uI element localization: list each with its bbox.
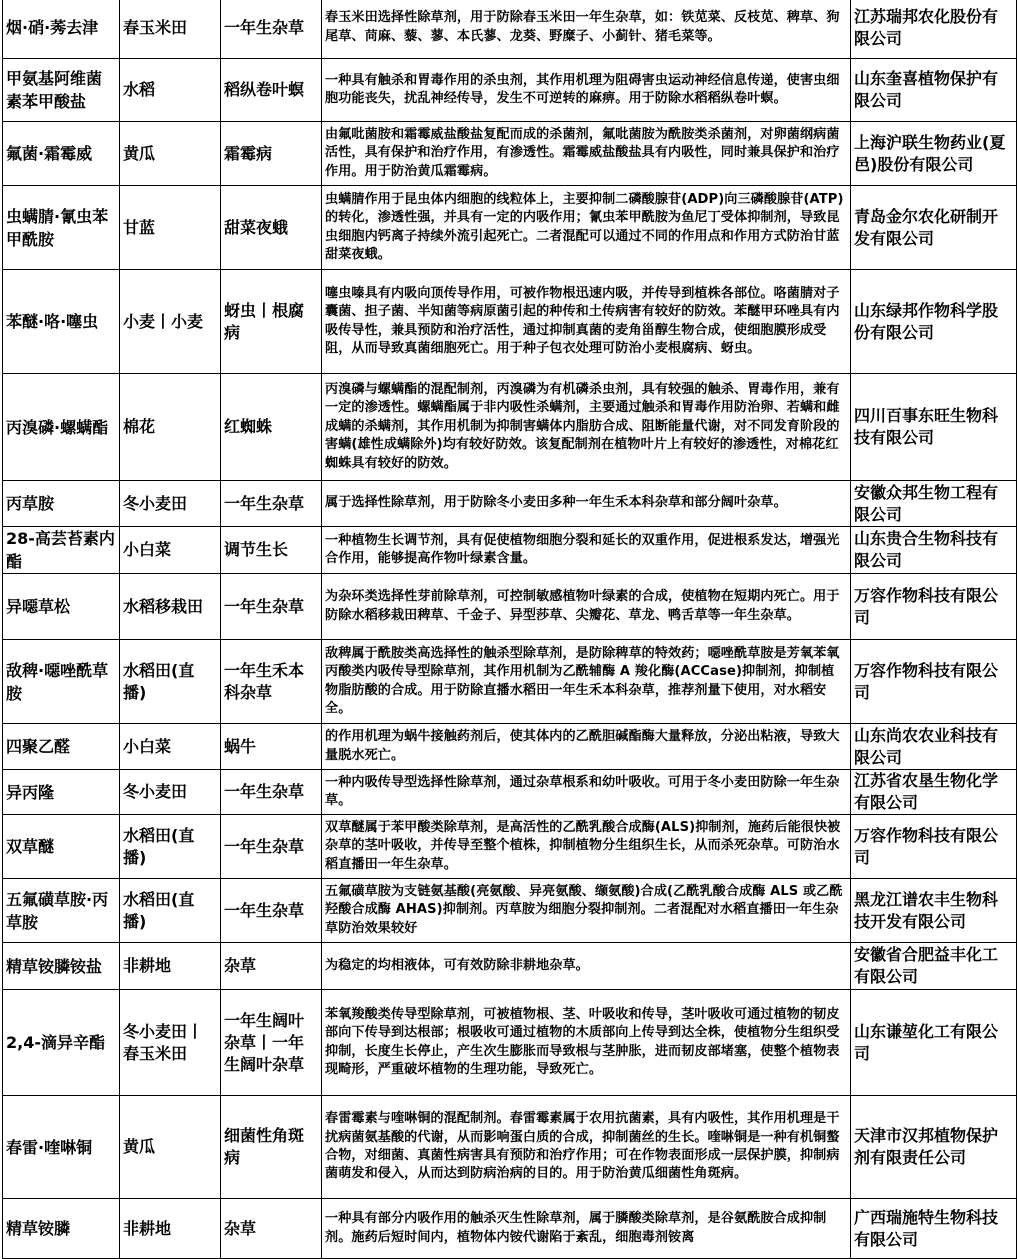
- target-cell: 一年生阔叶杂草丨一年生阔叶杂草: [221, 990, 322, 1096]
- product-name-cell: 甲氨基阿维菌素苯甲酸盐: [3, 59, 120, 122]
- target-cell: 一年生禾本科杂草: [221, 640, 322, 724]
- description-cell: 一种具有触杀和胃毒作用的杀虫剂，其作用机理为阻碍害虫运动神经信息传递，使害虫细胞功能丧失，扰乱神经传导，发生不可逆转的麻痹。用于防除水稻稻纵卷叶螟。: [322, 59, 851, 122]
- company-cell: 山东贵合生物科技有限公司: [851, 527, 1017, 574]
- description-cell: 双草醚属于苯甲酸类除草剂，是高活性的乙酰乳酸合成酶(ALS)抑制剂，施药后能很快被杂草的茎叶吸收，并传导至整个植株，抑制植物分生组织生长，从而杀死杂草。可防治水稻直播田一年生杂草。: [322, 815, 851, 879]
- product-name-cell: 精草铵膦铵盐: [3, 943, 120, 990]
- target-cell: 蚜虫丨根腐病: [221, 270, 322, 374]
- target-cell: 细菌性角斑病: [221, 1096, 322, 1199]
- target-cell: 霜霉病: [221, 122, 322, 186]
- product-name-cell: 异噁草松: [3, 574, 120, 640]
- product-name-cell: 春雷·喹啉铜: [3, 1096, 120, 1199]
- description-cell: 噻虫嗪具有内吸向顶传导作用，可被作物根迅速内吸，并传导到植株各部位。咯菌腈对子囊菌、担子菌、半知菌等病原菌引起的种传和土传病害有较好的防效。苯醚甲环唑具有内吸传导性，兼具预防和治疗活性，通过抑制真菌的麦角甾醇生物合成，使细胞膜形成受阻，从而导致真菌细胞死亡。用于种子包衣处理可防治小麦根腐病、蚜虫。: [322, 270, 851, 374]
- crop-cell: 甘蓝: [120, 186, 221, 270]
- description-cell: 属于选择性除草剂，用于防除冬小麦田多种一年生禾本科杂草和部分阔叶杂草。: [322, 481, 851, 527]
- target-cell: 稻纵卷叶螟: [221, 59, 322, 122]
- target-cell: 甜菜夜蛾: [221, 186, 322, 270]
- crop-cell: 冬小麦田丨春玉米田: [120, 990, 221, 1096]
- table-row: [3, 770, 1017, 815]
- table-row: [3, 59, 1017, 122]
- table-row: [3, 815, 1017, 879]
- company-cell: 山东尚农农业科技有限公司: [851, 724, 1017, 770]
- table-row: [3, 122, 1017, 186]
- company-cell: 安徽省合肥益丰化工有限公司: [851, 943, 1017, 990]
- product-name-cell: 五氟磺草胺·丙草胺: [3, 879, 120, 943]
- crop-cell: 小白菜: [120, 724, 221, 770]
- target-cell: 一年生杂草: [221, 481, 322, 527]
- target-cell: 一年生杂草: [221, 879, 322, 943]
- product-name-cell: 丙草胺: [3, 481, 120, 527]
- table-row: [3, 374, 1017, 481]
- crop-cell: 非耕地: [120, 1199, 221, 1259]
- product-name-cell: 精草铵膦: [3, 1199, 120, 1259]
- crop-cell: 棉花: [120, 374, 221, 481]
- pesticide-registration-table: [2, 0, 1017, 1259]
- description-cell: 五氟磺草胺为支链氨基酸(亮氨酸、异亮氨酸、缬氨酸)合成(乙酰乳酸合成酶 ALS 或乙酰羟酸合成酶 AHAS)抑制剂。丙草胺为细胞分裂抑制剂。二者混配对水稻直播田一年生杂草防治效果较好: [322, 879, 851, 943]
- crop-cell: 冬小麦田: [120, 770, 221, 815]
- table-row: [3, 943, 1017, 990]
- description-cell: 春玉米田选择性除草剂，用于防除春玉米田一年生杂草，如：铁苋菜、反枝苋、稗草、狗尾草、苘麻、藜、蓼、本氏蓼、龙葵、野糜子、小蓟针、猪毛菜等。: [322, 0, 851, 59]
- table-row: [3, 1199, 1017, 1259]
- target-cell: 一年生杂草: [221, 815, 322, 879]
- company-cell: 山东奎喜植物保护有限公司: [851, 59, 1017, 122]
- description-cell: 一种内吸传导型选择性除草剂，通过杂草根系和幼叶吸收。可用于冬小麦田防除一年生杂草。: [322, 770, 851, 815]
- crop-cell: 非耕地: [120, 943, 221, 990]
- description-cell: 为杂环类选择性芽前除草剂，可控制敏感植物叶绿素的合成，使植物在短期内死亡。用于防除水稻移栽田稗草、千金子、异型莎草、尖瓣花、草龙、鸭舌草等一年生杂草。: [322, 574, 851, 640]
- company-cell: 山东绿邦作物科学股份有限公司: [851, 270, 1017, 374]
- crop-cell: 水稻田(直播): [120, 640, 221, 724]
- table-row: [3, 270, 1017, 374]
- crop-cell: 冬小麦田: [120, 481, 221, 527]
- target-cell: 杂草: [221, 943, 322, 990]
- product-name-cell: 四聚乙醛: [3, 724, 120, 770]
- crop-cell: 水稻田(直播): [120, 815, 221, 879]
- company-cell: 江苏瑞邦农化股份有限公司: [851, 0, 1017, 59]
- description-cell: 苯氧羧酸类传导型除草剂，可被植物根、茎、叶吸收和传导，茎叶吸收可通过植物的韧皮部向下传导到达根部；根吸收可通过植物的木质部向上传导到达全株，使植物分生组织受抑制，长度生长停止，产生次生膨胀而导致根与茎肿胀，进而韧皮部堵塞，使整个植物表现畸形，严重破坏植物的生理功能，导致死亡。: [322, 990, 851, 1096]
- company-cell: 万容作物科技有限公司: [851, 574, 1017, 640]
- product-name-cell: 双草醚: [3, 815, 120, 879]
- company-cell: 四川百事东旺生物科技有限公司: [851, 374, 1017, 481]
- target-cell: 一年生杂草: [221, 0, 322, 59]
- crop-cell: 小麦丨小麦: [120, 270, 221, 374]
- crop-cell: 黄瓜: [120, 1096, 221, 1199]
- crop-cell: 小白菜: [120, 527, 221, 574]
- product-name-cell: 氟菌·霜霉威: [3, 122, 120, 186]
- company-cell: 青岛金尔农化研制开发有限公司: [851, 186, 1017, 270]
- product-name-cell: 苯醚·咯·噻虫: [3, 270, 120, 374]
- description-cell: 虫螨腈作用于昆虫体内细胞的线粒体上，主要抑制二磷酸腺苷(ADP)向三磷酸腺苷(ATP)的转化，渗透性强，并具有一定的内吸作用；氰虫苯甲酰胺为鱼尼丁受体抑制剂，导致昆虫细胞内钙离子持续外流引起死亡。二者混配可以通过不同的作用点和作用方式防治甘蓝甜菜夜蛾。: [322, 186, 851, 270]
- company-cell: 广西瑞施特生物科技有限公司: [851, 1199, 1017, 1259]
- company-cell: 万容作物科技有限公司: [851, 815, 1017, 879]
- description-cell: 由氟吡菌胺和霜霉威盐酸盐复配而成的杀菌剂，氟吡菌胺为酰胺类杀菌剂，对卵菌纲病菌活性，具有保护和治疗作用，有渗透性。霜霉威盐酸盐具有内吸性，同时兼具保护和治疗作用。用于防治黄瓜霜霉病。: [322, 122, 851, 186]
- description-cell: 的作用机理为蜗牛接触药剂后，使其体内的乙酰胆碱酯酶大量释放，分泌出粘液，导致大量脱水死亡。: [322, 724, 851, 770]
- target-cell: 调节生长: [221, 527, 322, 574]
- table-row: [3, 481, 1017, 527]
- table-row: [3, 527, 1017, 574]
- target-cell: 杂草: [221, 1199, 322, 1259]
- product-name-cell: 敌稗·噁唑酰草胺: [3, 640, 120, 724]
- crop-cell: 水稻移栽田: [120, 574, 221, 640]
- product-name-cell: 丙溴磷·螺螨酯: [3, 374, 120, 481]
- description-cell: 一种植物生长调节剂，具有促使植物细胞分裂和延长的双重作用，促进根系发达，增强光合作用，能够提高作物叶绿素含量。: [322, 527, 851, 574]
- product-name-cell: 2,4-滴异辛酯: [3, 990, 120, 1096]
- product-name-cell: 烟·硝·莠去津: [3, 0, 120, 59]
- table-row: [3, 574, 1017, 640]
- crop-cell: 春玉米田: [120, 0, 221, 59]
- description-cell: 为稳定的均相液体，可有效防除非耕地杂草。: [322, 943, 851, 990]
- product-name-cell: 28-高芸苔素内酯: [3, 527, 120, 574]
- target-cell: 红蜘蛛: [221, 374, 322, 481]
- description-cell: 一种具有部分内吸作用的触杀灭生性除草剂，属于膦酸类除草剂，是谷氨酰胺合成抑制剂。施药后短时间内，植物体内铵代谢陷于紊乱，细胞毒剂铵离: [322, 1199, 851, 1259]
- company-cell: 安徽众邦生物工程有限公司: [851, 481, 1017, 527]
- table-row: [3, 990, 1017, 1096]
- company-cell: 上海沪联生物药业(夏邑)股份有限公司: [851, 122, 1017, 186]
- company-cell: 万容作物科技有限公司: [851, 640, 1017, 724]
- crop-cell: 黄瓜: [120, 122, 221, 186]
- company-cell: 黑龙江谱农丰生物科技开发有限公司: [851, 879, 1017, 943]
- description-cell: 春雷霉素与喹啉铜的混配制剂。春雷霉素属于农用抗菌素，具有内吸性，其作用机理是干扰病菌氨基酸的代谢，从而影响蛋白质的合成，抑制菌丝的生长。喹啉铜是一种有机铜螯合物，对细菌、真菌性病害具有预防和治疗作用；可在作物表面形成一层保护膜，抑制病菌萌发和侵入，从而达到防病治病的目的。用于防治黄瓜细菌性角斑病。: [322, 1096, 851, 1199]
- product-name-cell: 异丙隆: [3, 770, 120, 815]
- company-cell: 江苏省农垦生物化学有限公司: [851, 770, 1017, 815]
- crop-cell: 水稻: [120, 59, 221, 122]
- target-cell: 一年生杂草: [221, 770, 322, 815]
- company-cell: 天津市汉邦植物保护剂有限责任公司: [851, 1096, 1017, 1199]
- crop-cell: 水稻田(直播): [120, 879, 221, 943]
- description-cell: 敌稗属于酰胺类高选择性的触杀型除草剂，是防除稗草的特效药；噁唑酰草胺是芳氧苯氧丙酸类内吸传导型除草剂，其作用机制为乙酰辅酶 A 羧化酶(ACCase)抑制剂，抑制植物脂肪酸的合成。用于防除直播水稻田一年生禾本科杂草，推荐剂量下使用，对水稻安全。: [322, 640, 851, 724]
- product-name-cell: 虫螨腈·氰虫苯甲酰胺: [3, 186, 120, 270]
- target-cell: 蜗牛: [221, 724, 322, 770]
- table-row: [3, 1096, 1017, 1199]
- description-cell: 丙溴磷与螺螨酯的混配制剂，丙溴磷为有机磷杀虫剂，具有较强的触杀、胃毒作用，兼有一定的渗透性。螺螨酯属于非内吸性杀螨剂，主要通过触杀和胃毒作用防治卵、若螨和雌成螨的杀螨剂，其作用机制为抑制害螨体内脂肪合成、阻断能量代谢，对不同发育阶段的害螨(雄性成螨除外)均有较好防效。该复配制剂在植物叶片上有较好的渗透性，对棉花红蜘蛛具有较好的防效。: [322, 374, 851, 481]
- company-cell: 山东谦堃化工有限公司: [851, 990, 1017, 1096]
- table-row: [3, 640, 1017, 724]
- table-row: [3, 724, 1017, 770]
- target-cell: 一年生杂草: [221, 574, 322, 640]
- table-row: [3, 0, 1017, 59]
- table-row: [3, 186, 1017, 270]
- table-row: [3, 879, 1017, 943]
